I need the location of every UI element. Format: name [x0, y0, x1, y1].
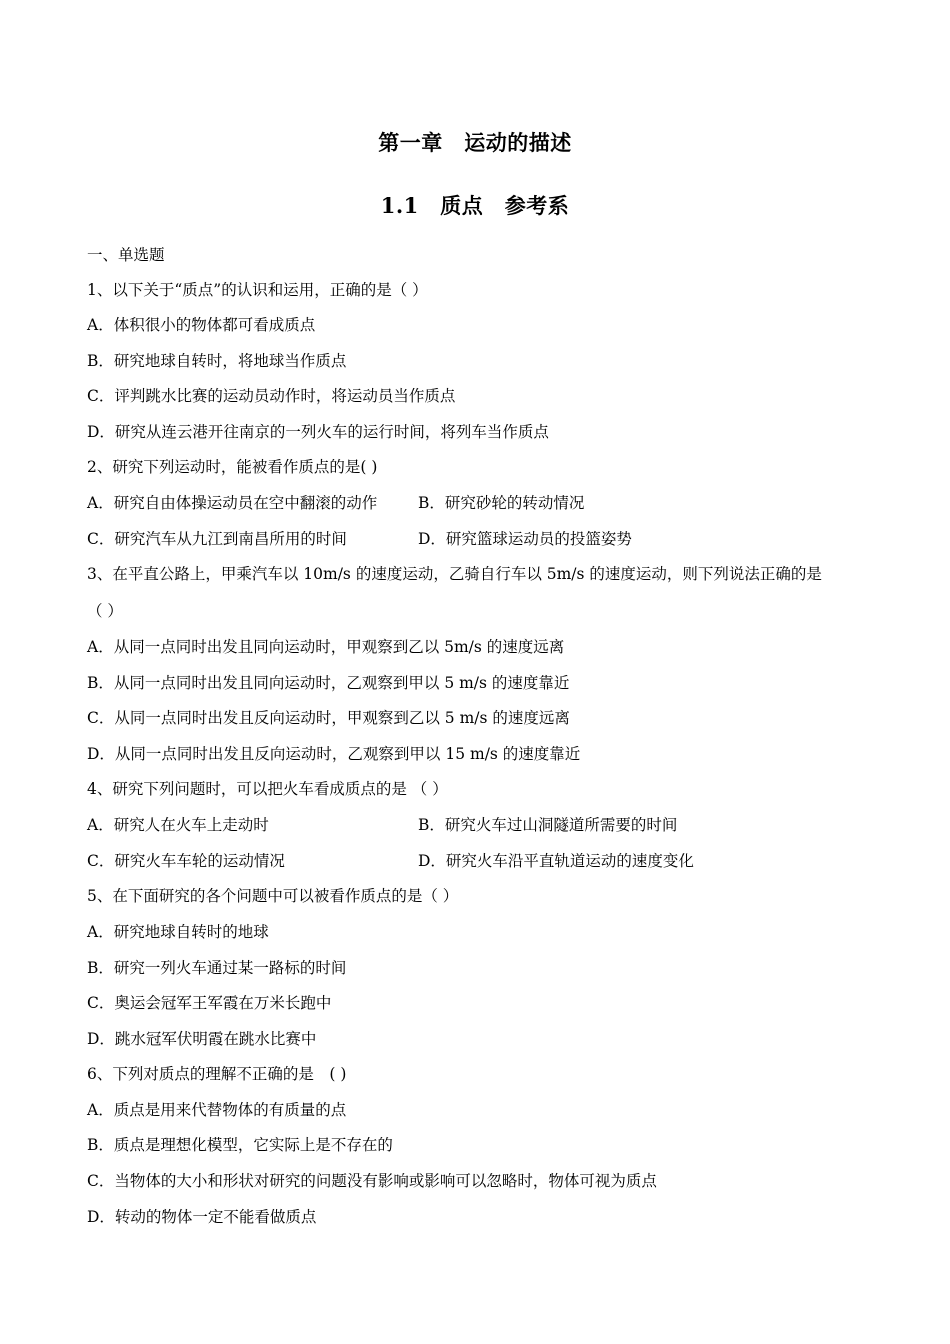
- question-3-option-a: A．从同一点同时出发且同向运动时，甲观察到乙以 5m/s 的速度远离: [87, 638, 565, 656]
- question-2-option-c: C．研究汽车从九江到南昌所用的时间: [87, 530, 347, 548]
- question-6-option-a: A．质点是用来代替物体的有质量的点: [87, 1101, 347, 1119]
- question-4-option-c: C．研究火车车轮的运动情况: [87, 852, 285, 870]
- question-6-stem: 6、下列对质点的理解不正确的是 ( ): [87, 1065, 347, 1083]
- question-6-option-b: B．质点是理想化模型，它实际上是不存在的: [87, 1136, 393, 1154]
- question-1-option-d: D．研究从连云港开往南京的一列火车的运行时间，将列车当作质点: [87, 423, 549, 441]
- question-3-option-b: B．从同一点同时出发且同向运动时，乙观察到甲以 5 m/s 的速度靠近: [87, 674, 570, 692]
- question-3-option-c: C．从同一点同时出发且反向运动时，甲观察到乙以 5 m/s 的速度远离: [87, 709, 570, 727]
- chapter-title: 第一章 运动的描述: [378, 130, 572, 155]
- question-5-option-d: D．跳水冠军伏明霞在跳水比赛中: [87, 1030, 317, 1048]
- question-5-option-a: A．研究地球自转时的地球: [87, 923, 269, 941]
- question-5-option-c: C．奥运会冠军王军霞在万米长跑中: [87, 994, 332, 1012]
- question-5-option-b: B．研究一列火车通过某一路标的时间: [87, 959, 347, 977]
- question-5-stem: 5、在下面研究的各个问题中可以被看作质点的是（ ）: [87, 887, 459, 905]
- question-4-option-a: A．研究人在火车上走动时: [87, 816, 269, 834]
- question-4-option-d: D．研究火车沿平直轨道运动的速度变化: [418, 852, 694, 870]
- question-3-stem: 3、在平直公路上，甲乘汽车以 10m/s 的速度运动，乙骑自行车以 5m/s 的速度运动，则下列说法正确的是: [87, 565, 822, 583]
- question-2-option-b: B．研究砂轮的转动情况: [418, 494, 585, 512]
- question-4-option-b: B．研究火车过山洞隧道所需要的时间: [418, 816, 678, 834]
- question-1-stem: 1、以下关于“质点”的认识和运用，正确的是（ ）: [87, 281, 428, 299]
- question-4-stem: 4、研究下列问题时，可以把火车看成质点的是 （ ）: [87, 780, 448, 798]
- question-1-option-b: B．研究地球自转时，将地球当作质点: [87, 352, 347, 370]
- question-3-option-d: D．从同一点同时出发且反向运动时，乙观察到甲以 15 m/s 的速度靠近: [87, 745, 581, 763]
- question-1-option-a: A．体积很小的物体都可看成质点: [87, 316, 316, 334]
- section-title: 1.1 质点 参考系: [380, 193, 570, 218]
- question-3-stem-continued: （ ）: [87, 602, 123, 620]
- question-1-option-c: C．评判跳水比赛的运动员动作时，将运动员当作质点: [87, 387, 456, 405]
- question-2-stem: 2、研究下列运动时，能被看作质点的是( ): [87, 458, 378, 476]
- question-6-option-c: C．当物体的大小和形状对研究的问题没有影响或影响可以忽略时，物体可视为质点: [87, 1172, 657, 1190]
- section-heading: 一、单选题: [87, 246, 165, 264]
- question-2-option-a: A．研究自由体操运动员在空中翻滚的动作: [87, 494, 378, 512]
- question-6-option-d: D．转动的物体一定不能看做质点: [87, 1208, 317, 1226]
- question-2-option-d: D．研究篮球运动员的投篮姿势: [418, 530, 632, 548]
